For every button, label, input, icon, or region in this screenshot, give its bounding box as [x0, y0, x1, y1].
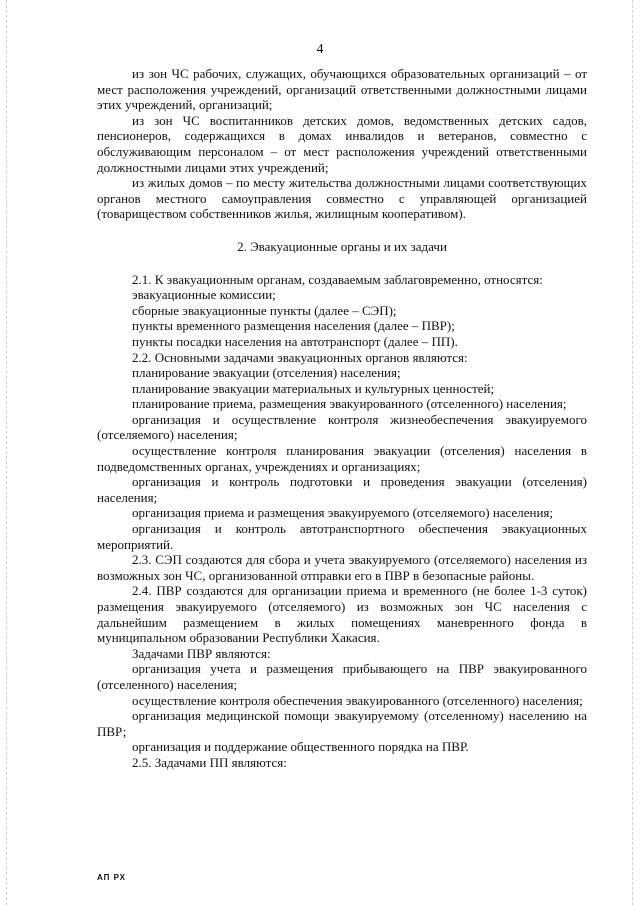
footer-mark: АП РХ: [97, 873, 127, 882]
list-item: организация и осуществление контроля жизнеобеспечения эвакуируемого (отселяемого) населения;: [97, 411, 587, 443]
list-item: планирование приема, размещения эвакуированного (отселенного) населения;: [132, 396, 567, 412]
list-item: организация учета и размещения прибывающего на ПВР эвакуированного (отселенного) населения;: [97, 661, 587, 692]
list-item: организация приема и размещения эвакуируемого (отселяемого) населения;: [132, 505, 554, 521]
list-item: планирование эвакуации материальных и культурных ценностей;: [132, 380, 495, 396]
list-item: пункты временного размещения населения (далее – ПВР);: [132, 318, 455, 334]
paragraph: из зон ЧС рабочих, служащих, обучающихся образовательных организаций – от мест расположения учреждений, организаций ответственными должностными лицами этих учреждений, организаций;: [97, 66, 587, 113]
paragraph: из зон ЧС воспитанников детских домов, ведомственных детских садов, пенсионеров, содержащихся в домах инвалидов и ветеранов, совместно с обслуживающим персоналом – от мест расположения учреждений ответственными должностными лицами этих учреждений;: [97, 112, 587, 175]
paragraph: 2.4. ПВР создаются для организации приема и временного (не более 1-3 суток) размещения эвакуируемого (отселяемого) из возможных зон ЧС населения с дальнейшим размещением в жилых помещениях маневренного фонда в муниципальном образовании Республики Хакасия.: [97, 583, 587, 646]
paragraph: из жилых домов – по месту жительства должностными лицами соответствующих органов местного самоуправления совместно с управляющей организацией (товариществом собственников жилья, жилищным кооперативом).: [97, 175, 587, 222]
list-item: сборные эвакуационные пункты (далее – СЭП);: [132, 302, 397, 318]
list-item: организация медицинской помощи эвакуируемому (отселенному) населению на ПВР;: [97, 708, 587, 739]
paragraph: 2.1. К эвакуационным органам, создаваемым заблаговременно, относятся:: [132, 271, 543, 287]
list-item: осуществление контроля обеспечения эвакуированного (отселенного) населения;: [132, 692, 583, 708]
list-item: эвакуационные комиссии;: [132, 287, 276, 303]
list-item: организация и контроль автотранспортного обеспечения эвакуационных мероприятий.: [97, 521, 587, 552]
paragraph: 2.5. Задачами ПП являются:: [132, 754, 287, 770]
paragraph: 2.2. Основными задачами эвакуационных органов являются:: [132, 349, 468, 365]
list-item: планирование эвакуации (отселения) населения;: [132, 365, 401, 381]
list-item: организация и контроль подготовки и проведения эвакуации (отселения) населения;: [97, 474, 587, 505]
scan-edge-left: [6, 0, 8, 905]
list-item: организация и поддержание общественного порядка на ПВР.: [132, 739, 469, 755]
list-item: осуществление контроля планирования эвакуации (отселения) населения в подведомственных органах, учреждениях и организациях;: [97, 443, 587, 474]
section-heading: 2. Эвакуационные органы и их задачи: [237, 238, 447, 254]
scan-edge-right: [632, 0, 634, 905]
page-number: 4: [316, 42, 324, 57]
document-body: [97, 66, 587, 771]
paragraph: 2.3. СЭП создаются для сбора и учета эвакуируемого (отселяемого) населения из возможных зон ЧС, организованной отправки его в ПВР в безопасные районы.: [97, 552, 587, 583]
paragraph: Задачами ПВР являются:: [132, 645, 271, 661]
list-item: пункты посадки населения на автотранспорт (далее – ПП).: [132, 333, 458, 349]
